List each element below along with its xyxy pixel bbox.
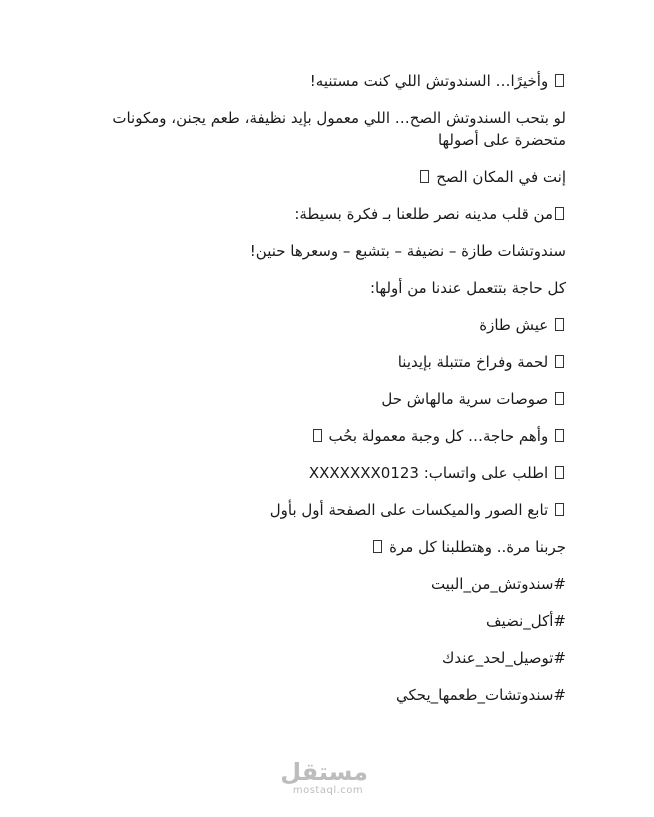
feature-item: عيش طازة [96, 314, 566, 336]
right-place-line: إنت في المكان الصح [96, 166, 566, 188]
emoji-placeholder-icon [555, 318, 564, 331]
follow-line: تابع الصور والميكسات على الصفحة أول بأول [96, 499, 566, 521]
hashtag: #سندوتش_من_البيت [430, 575, 566, 593]
emoji-placeholder-icon [555, 392, 564, 405]
phone-icon [555, 466, 564, 479]
origin-line: من قلب مدينه نصر طلعنا بـ فكرة بسيطة: [96, 203, 566, 225]
mostaql-watermark [280, 758, 368, 797]
emoji-placeholder-icon [313, 429, 322, 442]
watermark-brand-ar: مستقل [280, 758, 368, 786]
hashtag: #توصيل_لحد_عندك [442, 649, 566, 667]
features-heading: كل حاجة بتتعمل عندنا من أولها: [369, 279, 566, 297]
concept-line: سندوتشات طازة – نضيفة – بتشبع – وسعرها حنين! [249, 242, 566, 260]
intro-line: وأخيرًا… السندوتش اللي كنت مستنيه! [96, 70, 566, 92]
feature-item: لحمة وفراخ متتبلة بإيدينا [96, 351, 566, 373]
emoji-placeholder-icon [555, 503, 564, 516]
emoji-placeholder-icon [555, 207, 564, 220]
hashtag: #سندوتشات_طعمها_يحكي [395, 686, 566, 704]
emoji-placeholder-icon [555, 429, 564, 442]
hook-paragraph: لو بتحب السندوتش الصح… اللي معمول بإيد نظيفة، طعم يجنن، ومكونات متحضرة على أصولها [112, 109, 566, 149]
closing-line: جربنا مرة.. وهتطلبنا كل مرة [96, 536, 566, 558]
feature-item: وأهم حاجة… كل وجبة معمولة بحُب [96, 425, 566, 447]
hashtag: #أكل_نضيف [486, 612, 566, 630]
emoji-placeholder-icon [420, 170, 429, 183]
watermark-brand-en: mostaql.com [292, 785, 364, 796]
emoji-placeholder-icon [555, 355, 564, 368]
feature-item: صوصات سرية مالهاش حل [96, 388, 566, 410]
whatsapp-line: اطلب على واتساب: XXXXXXX0123 [96, 462, 566, 484]
document-body [96, 70, 566, 706]
emoji-placeholder-icon [373, 540, 382, 553]
emoji-placeholder-icon [555, 74, 564, 87]
